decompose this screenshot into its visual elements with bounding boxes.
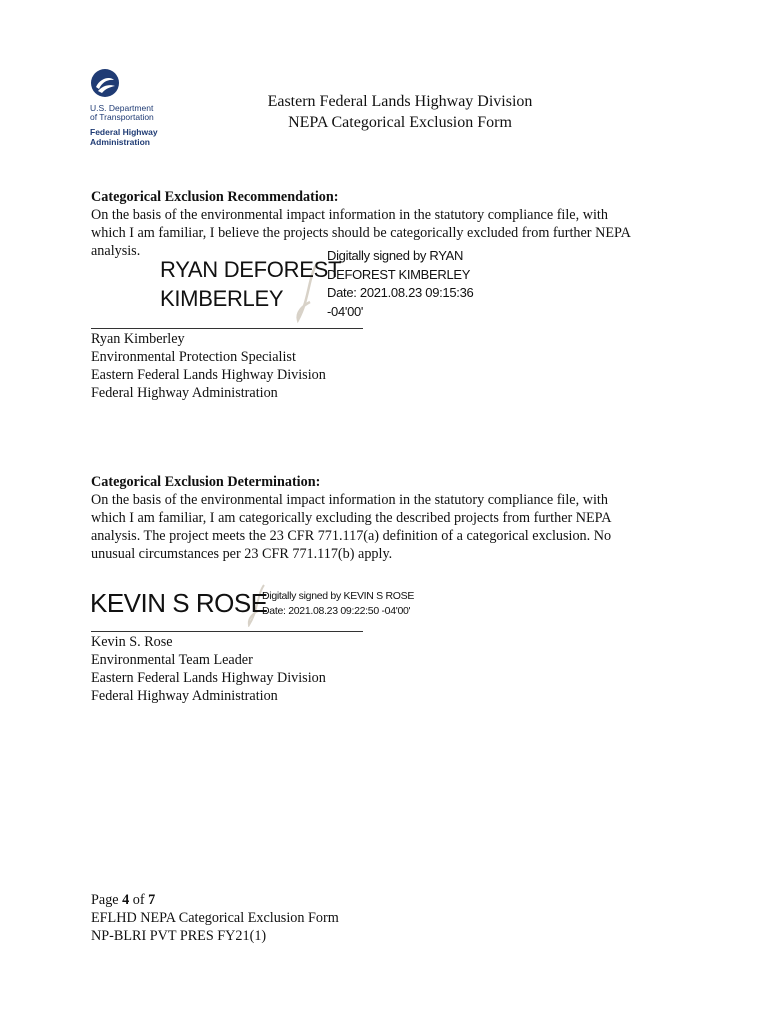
signer-name: Kevin S. Rose xyxy=(91,634,173,650)
signer-ryan-block xyxy=(91,330,326,402)
page-number: Page 4 of 7 xyxy=(91,892,156,908)
recommendation-line: analysis. xyxy=(91,243,141,259)
signer-name: Ryan Kimberley xyxy=(91,331,185,347)
footer-project-id: NP-BLRI PVT PRES FY21(1) xyxy=(91,928,267,944)
dot-logo-icon xyxy=(90,68,120,98)
footer-form-name: EFLHD NEPA Categorical Exclusion Form xyxy=(91,910,339,926)
determination-heading: Categorical Exclusion Determination: xyxy=(91,474,321,490)
recommendation-line: On the basis of the environmental impact information in the statutory compliance file, with xyxy=(91,207,608,223)
document-header xyxy=(160,91,640,133)
digital-signature-ryan xyxy=(160,248,500,324)
signature-kevin-details: Digitally signed by KEVIN S ROSE Date: 2021.08.23 09:22:50 -04'00' xyxy=(262,590,415,617)
determination-section xyxy=(91,473,681,563)
header-division: Eastern Federal Lands Highway Division xyxy=(267,93,533,110)
signature-line-ryan xyxy=(91,328,363,329)
signer-agency: Federal Highway Administration xyxy=(91,688,278,704)
determination-line: analysis. The project meets the 23 CFR 771.117(a) definition of a categorical exclusion. No xyxy=(91,528,612,544)
determination-line: unusual circumstances per 23 CFR 771.117(b) apply. xyxy=(91,546,393,562)
signer-agency: Federal Highway Administration xyxy=(91,385,278,401)
signer-division: Eastern Federal Lands Highway Division xyxy=(91,367,326,383)
logo-agency-text: Federal Highway Administration xyxy=(90,127,158,147)
determination-line: which I am familiar, I am categorically excluding the described projects from further NEPA xyxy=(91,510,612,526)
logo-department-text: U.S. Department of Transportation xyxy=(90,103,154,122)
signer-title: Environmental Protection Specialist xyxy=(91,349,296,365)
signature-kevin-name: KEVIN S ROSE xyxy=(90,588,268,618)
signer-kevin-block xyxy=(91,633,326,705)
header-form-title: NEPA Categorical Exclusion Form xyxy=(288,114,512,131)
determination-line: On the basis of the environmental impact information in the statutory compliance file, with xyxy=(91,492,608,508)
digital-signature-kevin xyxy=(90,583,450,627)
document-footer xyxy=(91,891,339,945)
signer-title: Environmental Team Leader xyxy=(91,652,253,668)
signature-line-kevin xyxy=(91,631,363,632)
recommendation-line: which I am familiar, I believe the projects should be categorically excluded from further NEPA xyxy=(91,225,631,241)
recommendation-heading: Categorical Exclusion Recommendation: xyxy=(91,189,339,205)
signature-ryan-details: Digitally signed by RYAN DEFOREST KIMBERLEY Date: 2021.08.23 09:15:36 -04'00' xyxy=(327,248,474,319)
signer-division: Eastern Federal Lands Highway Division xyxy=(91,670,326,686)
signature-ryan-name: RYAN DEFOREST KIMBERLEY xyxy=(160,257,342,311)
